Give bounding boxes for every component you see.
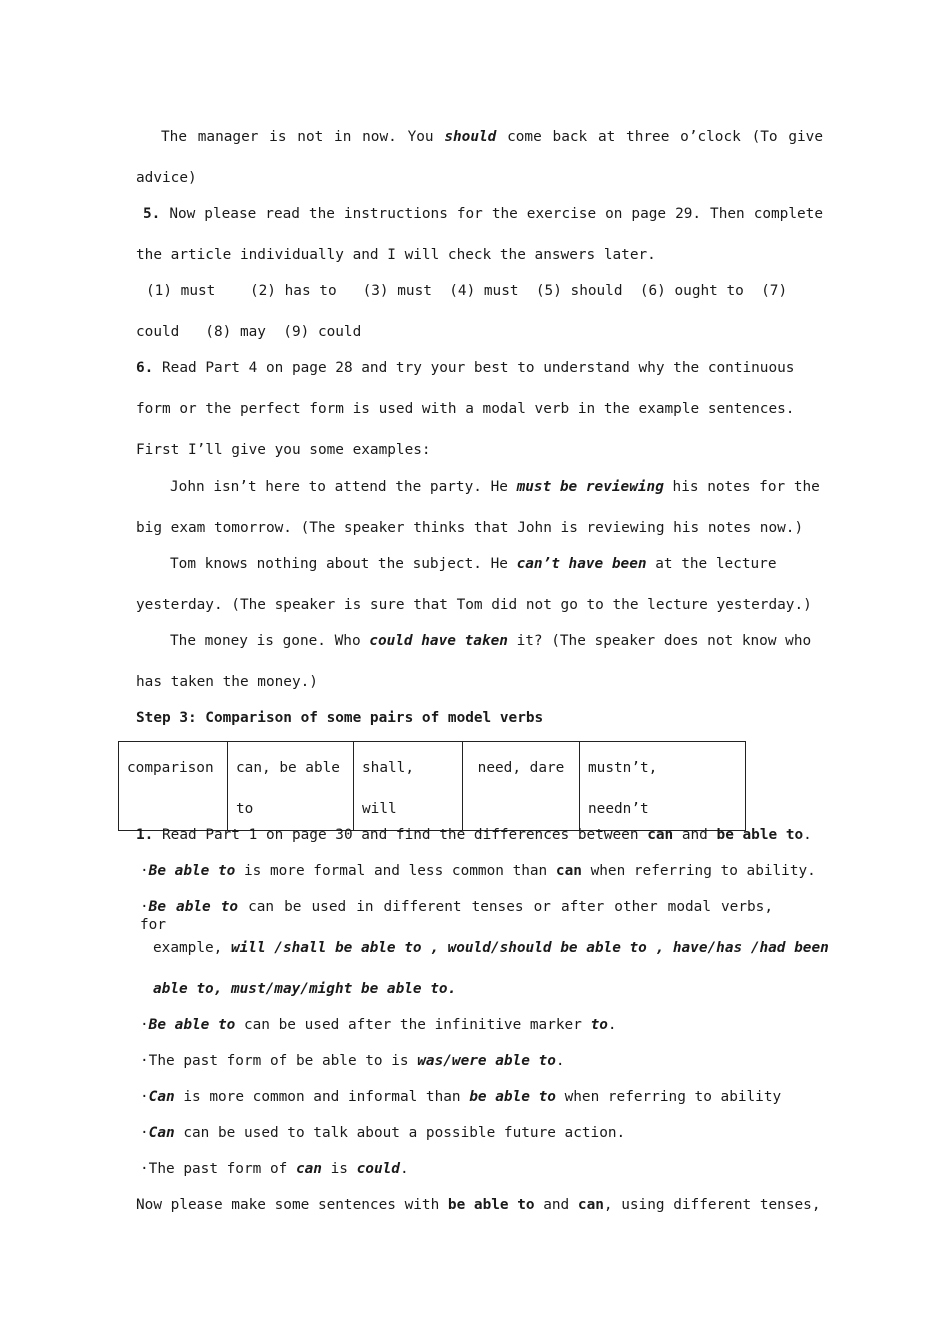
bullet-continuation bbox=[153, 939, 829, 957]
cell-text: will bbox=[362, 801, 397, 817]
numbered-item bbox=[143, 205, 823, 223]
text: . bbox=[399, 1161, 409, 1177]
text: when referring to ability. bbox=[590, 863, 816, 879]
bullet-item bbox=[140, 1016, 617, 1034]
bullet-icon: · bbox=[140, 1089, 149, 1105]
modal-emphasis: can’t have been bbox=[516, 556, 647, 572]
text: . bbox=[555, 1053, 565, 1069]
keyword: Be able to bbox=[148, 899, 239, 915]
keyword: can bbox=[577, 1197, 604, 1213]
table-cell bbox=[228, 742, 354, 831]
table-cell bbox=[463, 742, 580, 831]
text: can be used in different tenses or after other modal verbs, for bbox=[140, 899, 774, 933]
keyword: Can bbox=[148, 1089, 175, 1105]
paragraph-line: advice) bbox=[136, 170, 197, 186]
comparison-table bbox=[118, 741, 746, 831]
bullet-icon: · bbox=[140, 1125, 149, 1141]
item-number: 6. bbox=[136, 360, 154, 376]
text: when referring to ability bbox=[564, 1089, 782, 1105]
text: , using different tenses, bbox=[603, 1197, 821, 1213]
paragraph-line: First I’ll give you some examples: bbox=[136, 442, 431, 458]
keyword: be able to bbox=[469, 1089, 556, 1105]
text: The past form of be able to is bbox=[148, 1053, 409, 1069]
text: is bbox=[330, 1161, 348, 1177]
cell-text: mustn’t, bbox=[588, 760, 658, 776]
text: Read Part 1 on page 30 and find the differences between bbox=[162, 827, 639, 843]
cell-text: needn’t bbox=[588, 801, 649, 817]
table-cell bbox=[119, 742, 228, 831]
cell-text: can, be able bbox=[236, 760, 340, 776]
keyword: could bbox=[356, 1161, 400, 1177]
text: Now please read the instructions for the exercise on page 29. Then complete bbox=[169, 206, 824, 222]
text: The money is gone. Who bbox=[170, 633, 361, 649]
text: Read Part 4 on page 28 and try your best to understand why the continuous bbox=[162, 360, 795, 376]
text: can be used to talk about a possible future action. bbox=[183, 1125, 626, 1141]
bullet-item bbox=[140, 862, 816, 880]
bullet-icon: · bbox=[140, 899, 149, 915]
text: . bbox=[607, 1017, 617, 1033]
keyword: Be able to bbox=[148, 863, 236, 879]
cell-text: to bbox=[236, 801, 254, 817]
cell-text: need, dare bbox=[477, 760, 565, 776]
text: it? (The speaker does not know who bbox=[516, 633, 812, 649]
keyword: Can bbox=[148, 1125, 175, 1141]
text: come back at three o’clock (To give bbox=[507, 129, 823, 145]
keyword: be able to bbox=[447, 1197, 535, 1213]
keyword: can bbox=[555, 863, 582, 879]
table-cell bbox=[580, 742, 746, 831]
bullet-item bbox=[140, 1160, 409, 1178]
modal-emphasis: should bbox=[444, 129, 497, 145]
text: . bbox=[803, 827, 812, 843]
text: The manager is not in now. You bbox=[161, 129, 434, 145]
bullet-icon: · bbox=[140, 1017, 149, 1033]
numbered-item bbox=[136, 359, 794, 377]
bullet-item bbox=[140, 1052, 565, 1070]
numbered-item bbox=[136, 826, 812, 844]
keyword: Be able to bbox=[148, 1017, 236, 1033]
example-line: yesterday. (The speaker is sure that Tom did not go to the lecture yesterday.) bbox=[136, 597, 812, 613]
paragraph-line bbox=[136, 1196, 821, 1214]
keyword: to bbox=[590, 1017, 608, 1033]
text: at the lecture bbox=[655, 556, 777, 572]
paragraph-line bbox=[161, 128, 823, 146]
bullet-icon: · bbox=[140, 863, 149, 879]
cell-text: shall, bbox=[362, 760, 414, 776]
keyword: can bbox=[295, 1161, 322, 1177]
bullet-item bbox=[140, 1088, 781, 1106]
text: John isn’t here to attend the party. He bbox=[170, 479, 508, 495]
answers-line: (1) must (2) has to (3) must (4) must (5) should (6) ought to (7) bbox=[146, 283, 788, 299]
example-line: has taken the money.) bbox=[136, 674, 318, 690]
keyword: will /shall be able to , would/should be able to , have/has /had been bbox=[230, 940, 829, 956]
example-line bbox=[170, 555, 777, 573]
bullet-item bbox=[140, 1124, 625, 1142]
item-number: 5. bbox=[143, 206, 161, 222]
paragraph-line: form or the perfect form is used with a modal verb in the example sentences. bbox=[136, 401, 795, 417]
text: The past form of bbox=[148, 1161, 288, 1177]
table-cell bbox=[354, 742, 463, 831]
cell-text: comparison bbox=[127, 760, 214, 776]
keyword: be able to bbox=[716, 827, 804, 843]
bullet-continuation: able to, must/may/might be able to. bbox=[153, 981, 457, 997]
section-heading: Step 3: Comparison of some pairs of model verbs bbox=[136, 710, 544, 726]
text: is more common and informal than bbox=[183, 1089, 461, 1105]
example-line bbox=[170, 632, 811, 650]
table-row bbox=[119, 742, 746, 831]
text: example, bbox=[153, 940, 223, 956]
item-number: 1. bbox=[136, 827, 154, 843]
keyword: was/were able to bbox=[417, 1053, 556, 1069]
modal-emphasis: could have taken bbox=[369, 633, 508, 649]
modal-emphasis: must be reviewing bbox=[516, 479, 664, 495]
keyword: can bbox=[647, 827, 674, 843]
text: and bbox=[543, 1197, 570, 1213]
text: Now please make some sentences with bbox=[136, 1197, 440, 1213]
bullet-icon: · bbox=[140, 1161, 149, 1177]
text: is more formal and less common than bbox=[243, 863, 548, 879]
example-line: big exam tomorrow. (The speaker thinks that John is reviewing his notes now.) bbox=[136, 520, 804, 536]
text: his notes for the bbox=[672, 479, 820, 495]
paragraph-line: the article individually and I will check the answers later. bbox=[136, 247, 656, 263]
answers-line: could (8) may (9) could bbox=[136, 324, 362, 340]
bullet-icon: · bbox=[140, 1053, 149, 1069]
text: and bbox=[681, 827, 708, 843]
bullet-item bbox=[140, 898, 773, 934]
text: Tom knows nothing about the subject. He bbox=[170, 556, 508, 572]
text: can be used after the infinitive marker bbox=[243, 1017, 582, 1033]
example-line bbox=[170, 478, 820, 496]
